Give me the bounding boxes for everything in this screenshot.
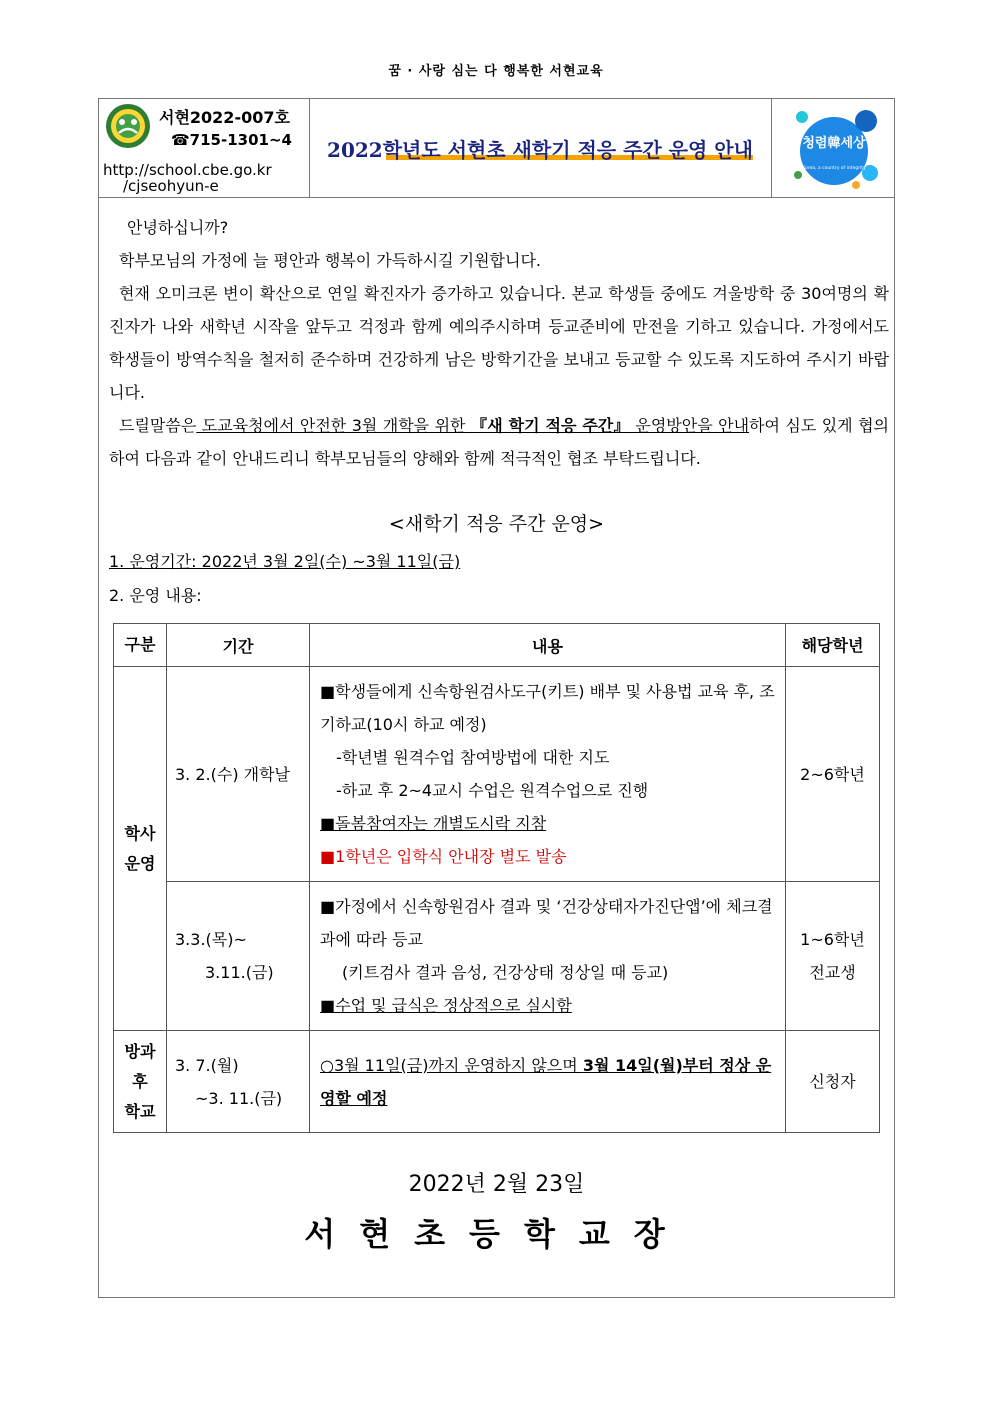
operation-period: 1. 운영기간: 2022년 3월 2일(수) ~3월 11일(금) <box>109 552 461 571</box>
header-grade: 해당학년 <box>786 624 880 667</box>
period-start: 3.3.(목)~ <box>175 930 247 949</box>
table-row <box>114 667 880 882</box>
schedule-table <box>113 623 880 1133</box>
content-cell <box>310 667 786 882</box>
paragraph-2: 현재 오미크론 변이 확산으로 연일 확진자가 증가하고 있습니다. 본교 학생들 중에도 겨울방학 중 30여명의 확진자가 나와 새학년 시작을 앞두고 걱정과 함께 예의주시하며 등교준비에 만전을 기하고 있습니다. 가정에서도 학생들이 방역수칙을 철저히 준수하며 건강하게 남은 방학기간을 보내고 등교할 수 있도록 지도하여 주시기 바랍니다. <box>109 284 889 402</box>
grade-line: 1~6학년 <box>800 930 865 949</box>
p3-part-a: 드릴말씀은 <box>119 416 197 435</box>
p3-part-b: 도교육청에서 안전한 3월 개학을 위한 <box>196 416 471 435</box>
table-header-row <box>114 624 880 667</box>
content-line: ■돌봄참여자는 개별도시락 지참 <box>320 814 547 833</box>
header-logo-cell <box>771 99 895 197</box>
document-header <box>99 99 894 198</box>
header-info-cell <box>99 99 310 197</box>
period-start: 3. 7.(월) <box>175 1055 239 1075</box>
content-line: (키트검사 결과 음성, 건강상태 정상일 때 등교) <box>342 963 669 982</box>
logo-text: 청렴韓세상 <box>802 136 866 151</box>
paragraph-1: 학부모님의 가정에 늘 평안과 행복이 가득하시길 기원합니다. <box>119 251 542 270</box>
operation-content-label: 2. 운영 내용: <box>109 586 202 605</box>
phone-number: ☎715-1301~4 <box>171 131 292 149</box>
letter-body <box>109 211 889 475</box>
header-content: 내용 <box>310 624 786 667</box>
grade-cell: 2~6학년 <box>786 667 880 882</box>
p3-part-d: 운영방안을 안내 <box>629 416 750 435</box>
group-afterschool: 방과 후 학교 <box>114 1031 167 1133</box>
grade-cell <box>786 882 880 1031</box>
group-academic: 학사 운영 <box>114 667 167 1031</box>
document-number: 서현2022-007호 <box>159 108 290 127</box>
table-row <box>114 882 880 1031</box>
content-line: -하교 후 2~4교시 수업은 원격수업으로 진행 <box>336 781 649 800</box>
period-cell <box>167 1031 310 1133</box>
content-line: ■학생들에게 신속항원검사도구(키트) 배부 및 사용법 교육 후, 조기하교(10시 하교 예정) <box>320 682 775 734</box>
table-row <box>114 1031 880 1133</box>
signer: 서현초등학교장 <box>304 1215 689 1253</box>
school-emblem-icon <box>105 103 151 149</box>
section-title: <새학기 적응 주간 운영> <box>388 513 605 535</box>
content-cell <box>310 882 786 1031</box>
content-line-highlight: ■1학년은 입학식 안내장 별도 발송 <box>320 847 567 866</box>
greeting: 안녕하십니까? <box>127 218 229 237</box>
grade-line: 전교생 <box>809 963 856 982</box>
p3-part-c: 『새 학기 적응 주간』 <box>470 416 630 435</box>
period-end: 3.11.(금) <box>205 963 274 982</box>
document-title: 2022학년도 서현초 새학기 적응 주간 운영 안내 <box>327 137 753 162</box>
logo-subtext: Korea, a country of integrity <box>802 166 866 171</box>
issue-date: 2022년 2월 23일 <box>408 1172 585 1197</box>
content-cell <box>310 1031 786 1133</box>
grade-cell: 신청자 <box>786 1031 880 1133</box>
p3-part-e: 하여 심도 있게 협의하여 다음과 같이 안내드리니 학부모님들의 양해와 함께 적극적인 협조 부탁드립니다. <box>109 416 889 468</box>
integrity-logo-icon <box>788 103 880 193</box>
period-cell: 3. 2.(수) 개학날 <box>167 667 310 882</box>
document-frame <box>98 98 895 1298</box>
period-cell <box>167 882 310 1031</box>
content-line: ■가정에서 신속항원검사 결과 및 ‘건강상태자가진단앱’에 체크결과에 따라 등교 <box>320 897 773 949</box>
content-line-bold: 3월 14일(월)부터 정상 운영할 예정 <box>320 1055 772 1108</box>
content-line: ■수업 및 급식은 정상적으로 실시함 <box>320 996 572 1015</box>
school-url[interactable]: http://school.cbe.go.kr <box>103 161 272 179</box>
school-url-path[interactable]: /cjseohyun-e <box>123 177 219 195</box>
header-period: 기간 <box>167 624 310 667</box>
header-category: 구분 <box>114 624 167 667</box>
content-line: -학년별 원격수업 참여방법에 대한 지도 <box>336 748 610 767</box>
content-line: ○3월 11일(금)까지 운영하지 않으며 <box>320 1055 583 1075</box>
period-end: ~3. 11.(금) <box>195 1088 283 1108</box>
paragraph-3 <box>109 409 889 475</box>
school-motto: 꿈 · 사랑 심는 다 행복한 서현교육 <box>388 64 604 79</box>
